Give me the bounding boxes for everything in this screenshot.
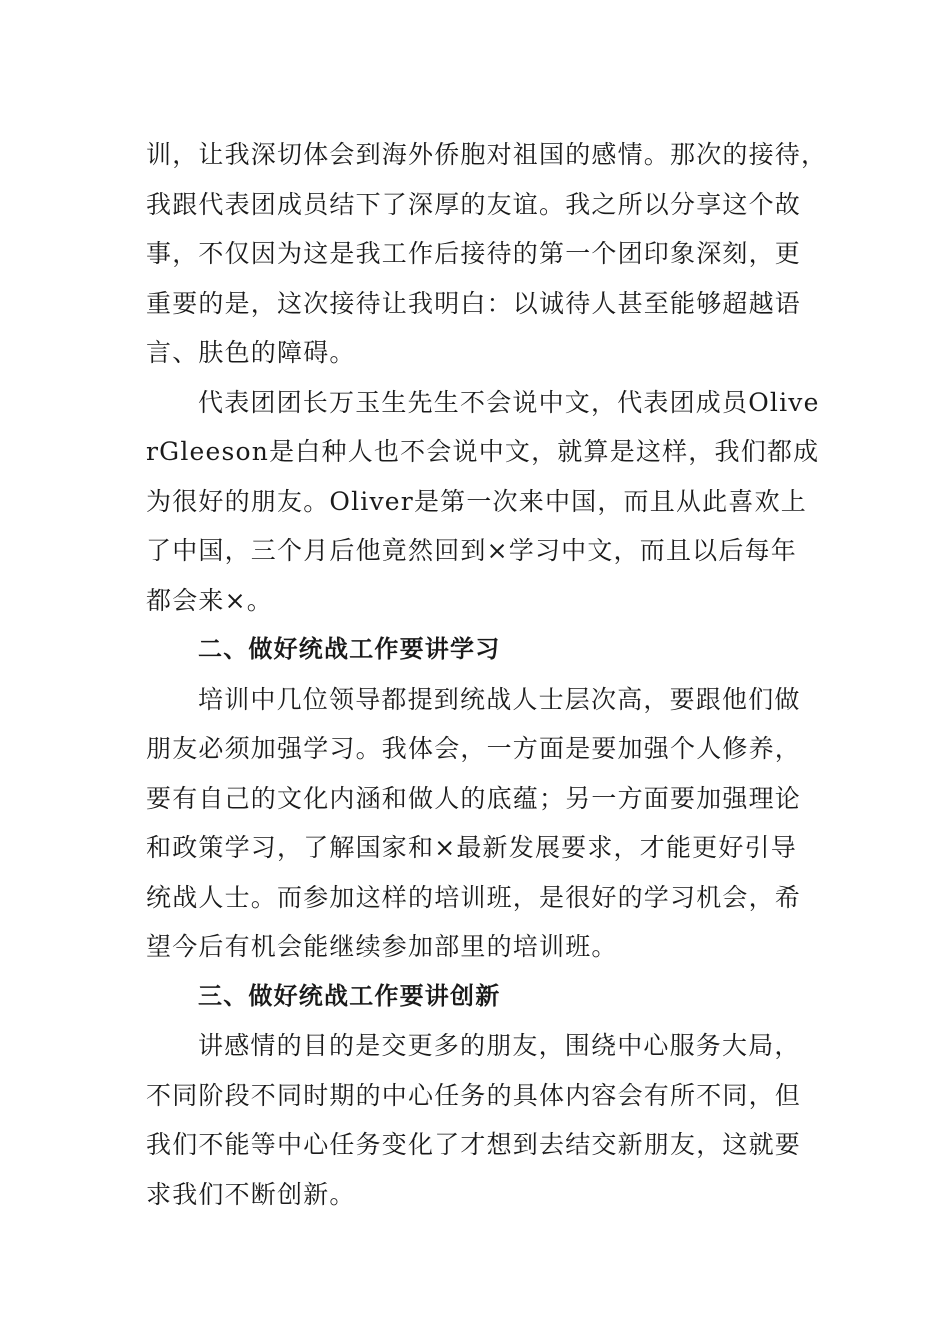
text-line: 代表团团长万玉生先生不会说中文，代表团成员Olive bbox=[198, 387, 820, 417]
paragraph-learning bbox=[146, 675, 806, 972]
text-line: 统战人士。而参加这样的培训班，是很好的学习机会，希 bbox=[146, 882, 802, 912]
text-line: 和政策学习，了解国家和×最新发展要求，才能更好引导 bbox=[146, 833, 797, 862]
paragraph-innovation bbox=[146, 1021, 806, 1219]
paragraph-delegation bbox=[146, 378, 820, 626]
text-line: 培训中几位领导都提到统战人士层次高，要跟他们做 bbox=[198, 684, 801, 714]
text-line: 都会来×。 bbox=[146, 585, 273, 615]
text-line: 望今后有机会能继续参加部里的培训班。 bbox=[146, 932, 618, 961]
text-line: 讲感情的目的是交更多的朋友，围绕中心服务大局， bbox=[198, 1031, 801, 1060]
text-line: 朋友必须加强学习。我体会，一方面是要加强个人修养， bbox=[146, 734, 802, 763]
text-line: 重要的是，这次接待让我明白：以诚待人甚至能够超越语 bbox=[146, 288, 802, 318]
text-line: 要有自己的文化内涵和做人的底蕴；另一方面要加强理论 bbox=[146, 783, 802, 813]
paragraph-continued bbox=[146, 130, 828, 378]
text-line: 事，不仅因为这是我工作后接待的第一个团印象深刻，更 bbox=[146, 239, 802, 268]
text-line: 训，让我深切体会到海外侨胞对祖国的感情。那次的接待， bbox=[146, 140, 828, 169]
text-line: 我跟代表团成员结下了深厚的友谊。我之所以分享这个故 bbox=[146, 189, 802, 219]
text-line: 为很好的朋友。Oliver是第一次来中国，而且从此喜欢上 bbox=[146, 486, 807, 516]
text-line: 言、肤色的障碍。 bbox=[146, 338, 356, 367]
document-body bbox=[146, 130, 828, 1219]
text-line: 我们不能等中心任务变化了才想到去结交新朋友，这就要 bbox=[146, 1130, 802, 1159]
text-line: 了中国，三个月后他竟然回到×学习中文，而且以后每年 bbox=[146, 536, 797, 565]
text-line: 求我们不断创新。 bbox=[146, 1179, 356, 1209]
section-heading-learning: 二、做好统战工作要讲学习 bbox=[198, 635, 501, 663]
text-line: rGleeson是白种人也不会说中文，就算是这样，我们都成 bbox=[146, 437, 820, 466]
section-heading-innovation: 三、做好统战工作要讲创新 bbox=[198, 981, 501, 1010]
text-line: 不同阶段不同时期的中心任务的具体内容会有所不同，但 bbox=[146, 1080, 802, 1110]
